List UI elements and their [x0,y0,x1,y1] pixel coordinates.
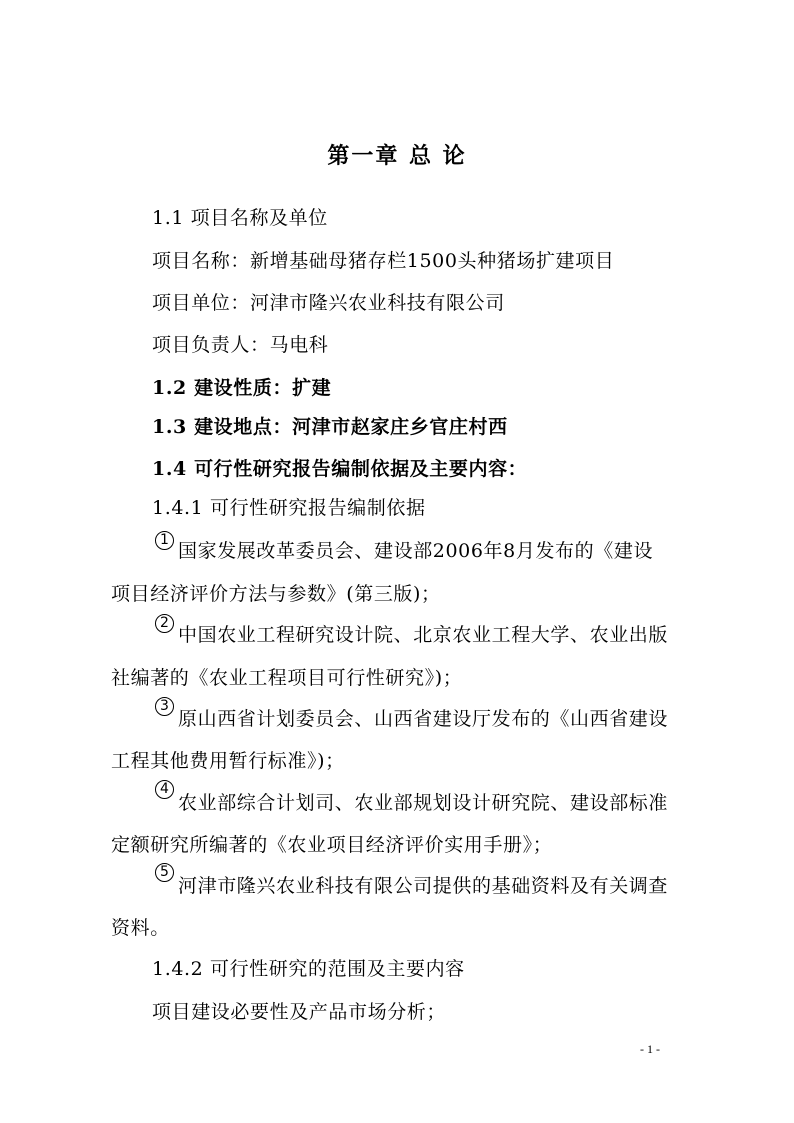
basis-item-4-line1: 农业部综合计划司、农业部规划设计研究院、建设部标准 [178,792,669,814]
scope-item-line: 项目建设必要性及产品市场分析； [152,1001,447,1023]
project-unit-line: 项目单位：河津市隆兴农业科技有限公司 [152,292,505,314]
project-name-line: 项目名称：新增基础母猪存栏1500头种猪场扩建项目 [152,250,615,272]
circled-number-1: 1 [155,531,174,550]
section-1-1-heading: 1.1 项目名称及单位 [152,207,328,229]
section-1-2-heading: 1.2 建设性质：扩建 [152,377,332,399]
circled-number-2: 2 [155,614,174,633]
circled-number-5: 5 [155,863,174,882]
section-1-4-heading: 1.4 可行性研究报告编制依据及主要内容： [152,458,528,480]
basis-item-1-line1: 国家发展改革委员会、建设部2006年8月发布的《建设 [178,540,654,562]
basis-item-3-line1: 原山西省计划委员会、山西省建设厅发布的《山西省建设 [178,708,669,730]
circled-number-3: 3 [155,697,174,716]
basis-item-4-line2: 定额研究所编著的《农业项目经济评价实用手册》； [111,834,553,856]
chapter-title: 第一章 总 论 [327,143,467,169]
circled-number-4: 4 [155,780,174,799]
project-leader-line: 项目负责人：马电科 [152,334,329,356]
section-1-4-1-heading: 1.4.1 可行性研究报告编制依据 [152,497,426,519]
page-number: - 1 - [640,1042,660,1056]
basis-item-2-line1: 中国农业工程研究设计院、北京农业工程大学、农业出版 [178,624,669,646]
basis-item-3-line2: 工程其他费用暂行标准》)； [111,750,345,772]
section-1-4-2-heading: 1.4.2 可行性研究的范围及主要内容 [152,958,465,980]
section-1-3-heading: 1.3 建设地点：河津市赵家庄乡官庄村西 [152,416,508,438]
basis-item-1-line2: 项目经济评价方法与参数》(第三版)； [111,583,441,605]
basis-item-5-line1: 河津市隆兴农业科技有限公司提供的基础资料及有关调查 [178,875,669,897]
basis-item-2-line2: 社编著的《农业工程项目可行性研究》)； [111,667,463,689]
basis-item-5-line2: 资料。 [111,917,170,939]
